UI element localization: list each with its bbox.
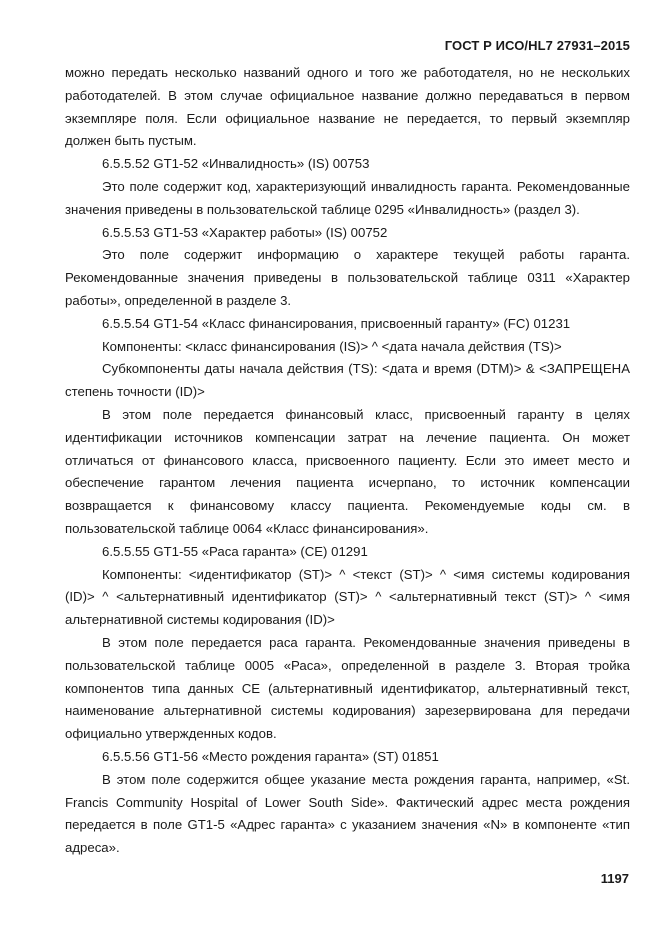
page-header-standard: ГОСТ Р ИСО/HL7 27931–2015 — [444, 38, 630, 53]
paragraph-gt1-54-description: В этом поле передается финансовый класс, присвоенный гаранту в целях идентификации источников компенсации затрат на лечение пациента. Он может отличаться от финансового класса, присвоенного пациенту. Если это имеет место и обеспечение гарантом лечения пациента исчерпано, то источник компенсации возвращается к финансовому классу пациента. Рекомендуемые коды см. в пользовательской таблице 0064 «Класс финансирования». — [65, 406, 630, 536]
paragraph-gt1-52-description: Это поле содержит код, характеризующий инвалидность гаранта. Рекомендованные значения приведены в пользовательской таблице 0295 «Инвалидность» (раздел 3). — [65, 178, 630, 217]
paragraph-gt1-55-description: В этом поле передается раса гаранта. Рекомендованные значения приведены в пользовательской таблице 0005 «Раса», определенной в разделе 3. Вторая тройка компонентов типа данных CE (альтернативный идентификатор, альтернативный текст, наименование альтернативной системы кодирования) зарезервирована для передачи официально утвержденных кодов. — [65, 634, 630, 742]
paragraph-gt1-55-components: Компоненты: <идентификатор (ST)> ^ <текст (ST)> ^ <имя системы кодирования (ID)> ^ <альтернативный идентификатор (ST)> ^ <альтернативный текст (ST)> ^ <имя альтернативной системы кодирования (ID)> — [65, 566, 630, 628]
paragraph-gt1-56-description: В этом поле содержится общее указание места рождения гаранта, например, «St. Francis Community Hospital of Lower South Side». Фактический адрес места рождения передается в поле GT1-5 «Адрес гаранта» с указанием значения «N» в компоненте «тип адреса». — [65, 771, 630, 856]
paragraph-gt1-54-subcomponents: Субкомпоненты даты начала действия (TS): <дата и время (DTM)> & <ЗАПРЕЩЕНА степень точности (ID)> — [65, 361, 630, 400]
page-number: 1197 — [600, 871, 629, 886]
paragraph-gt1-54-components: Компоненты: <класс финансирования (IS)> ^ <дата начала действия (TS)> — [102, 338, 562, 354]
section-heading-gt1-55: 6.5.5.55 GT1-55 «Раса гаранта» (CE) 01291 — [102, 543, 368, 559]
paragraph-gt1-53-description: Это поле содержит информацию о характере текущей работы гаранта. Рекомендованные значения приведены в пользовательской таблице 0311 «Характер работы», определенной в разделе 3. — [65, 247, 630, 308]
section-heading-gt1-52: 6.5.5.52 GT1-52 «Инвалидность» (IS) 00753 — [102, 156, 370, 172]
document-body — [65, 62, 630, 860]
section-heading-gt1-54: 6.5.5.54 GT1-54 «Класс финансирования, присвоенный гаранту» (FC) 01231 — [102, 315, 571, 331]
paragraph-continuation: можно передать несколько названий одного и того же работодателя, но не нескольких работодателей. В этом случае официальное название должно передаваться в первом экземпляре поля. Если официальное название не передается, то первый экземпляр должен быть пустым. — [65, 65, 630, 149]
section-heading-gt1-53: 6.5.5.53 GT1-53 «Характер работы» (IS) 00752 — [102, 224, 388, 240]
section-heading-gt1-56: 6.5.5.56 GT1-56 «Место рождения гаранта» (ST) 01851 — [102, 748, 439, 764]
